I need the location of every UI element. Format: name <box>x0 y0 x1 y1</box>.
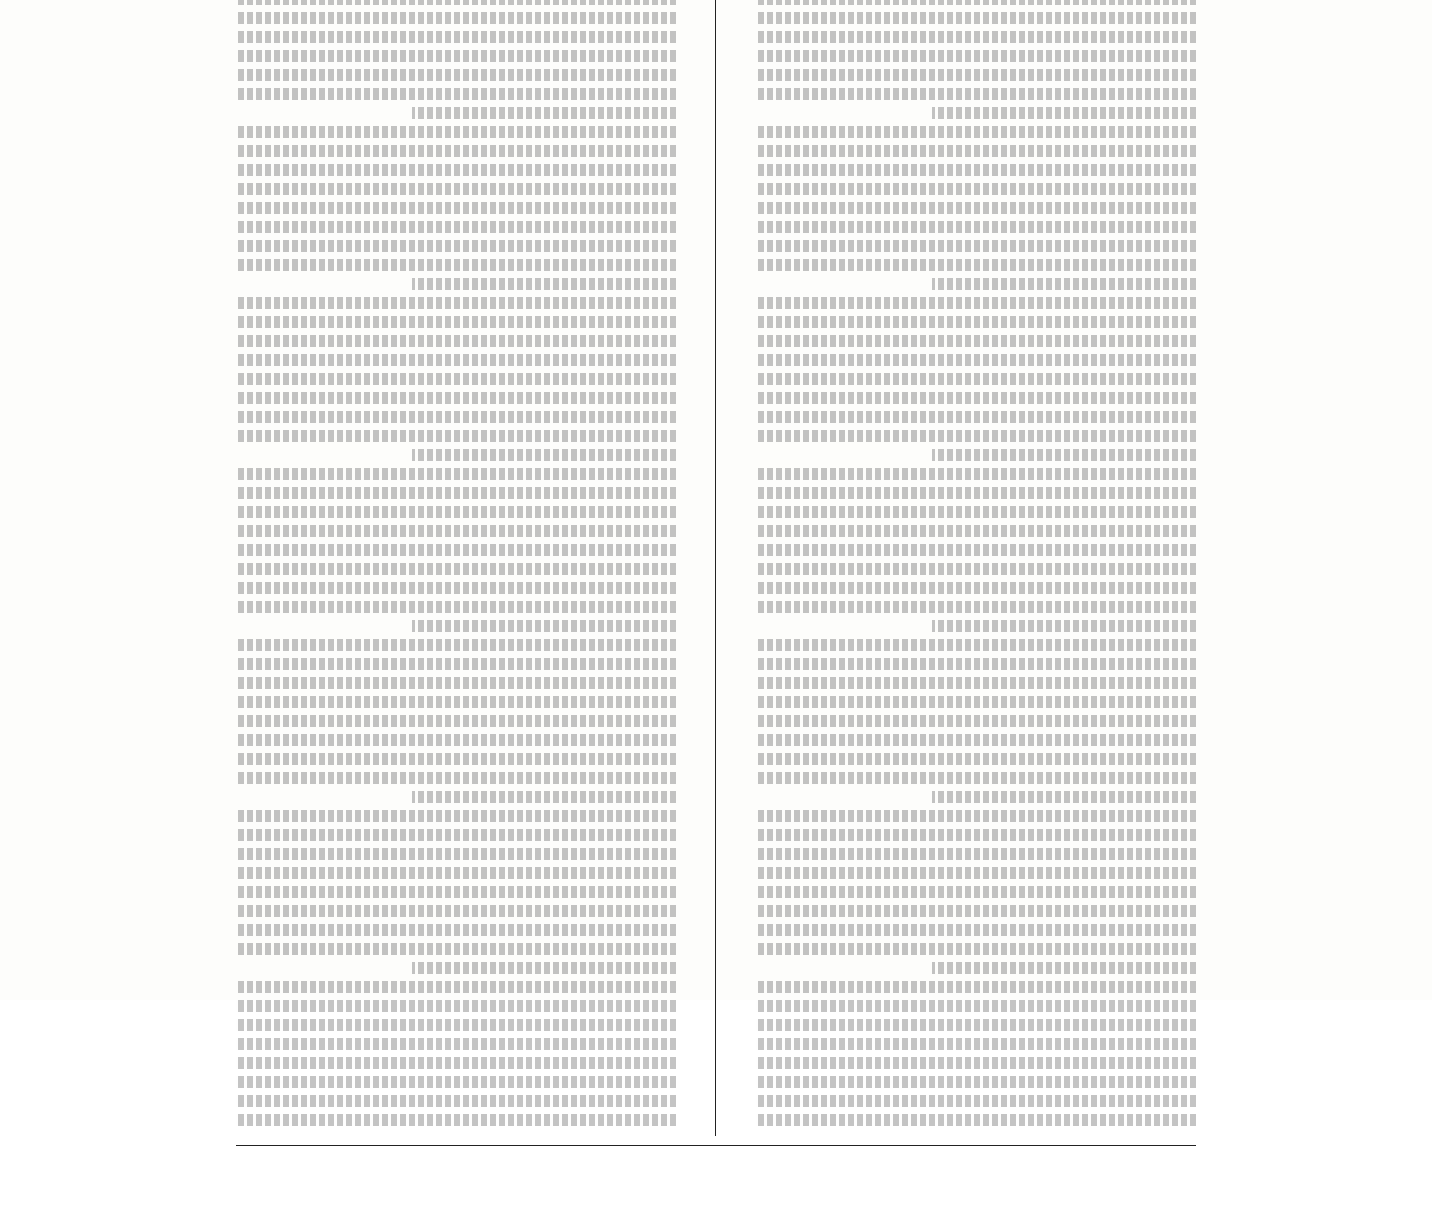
text-line-placeholder <box>756 639 1196 651</box>
text-line-placeholder <box>756 525 1196 537</box>
text-line-placeholder <box>236 430 676 442</box>
text-line-placeholder <box>756 373 1196 385</box>
text-line-placeholder <box>756 50 1196 62</box>
text-line-placeholder <box>236 88 676 100</box>
text-line-placeholder <box>756 88 1196 100</box>
rotated-page-content <box>216 0 1216 1216</box>
text-line-placeholder <box>756 1114 1196 1126</box>
text-line-placeholder <box>236 240 676 252</box>
text-line-placeholder <box>412 791 676 803</box>
text-line-placeholder <box>756 335 1196 347</box>
text-line-placeholder <box>236 924 676 936</box>
text-line-placeholder <box>236 354 676 366</box>
text-line-placeholder <box>756 354 1196 366</box>
text-line-placeholder <box>236 544 676 556</box>
text-line-placeholder <box>236 601 676 613</box>
text-line-placeholder <box>236 696 676 708</box>
text-line-placeholder <box>756 202 1196 214</box>
text-line-placeholder <box>236 753 676 765</box>
text-line-placeholder <box>932 449 1196 461</box>
text-line-placeholder <box>756 981 1196 993</box>
text-line-placeholder <box>756 31 1196 43</box>
text-line-placeholder <box>236 183 676 195</box>
text-line-placeholder <box>756 0 1196 5</box>
text-line-placeholder <box>756 392 1196 404</box>
text-line-placeholder <box>756 297 1196 309</box>
text-line-placeholder <box>236 677 676 689</box>
text-column-left <box>756 0 1196 1126</box>
text-line-placeholder <box>236 50 676 62</box>
text-line-placeholder <box>236 886 676 898</box>
text-line-placeholder <box>236 0 676 5</box>
text-line-placeholder <box>236 810 676 822</box>
text-line-placeholder <box>756 905 1196 917</box>
text-line-placeholder <box>412 107 676 119</box>
text-line-placeholder <box>756 924 1196 936</box>
text-line-placeholder <box>932 620 1196 632</box>
text-line-placeholder <box>756 544 1196 556</box>
text-line-placeholder <box>236 468 676 480</box>
text-line-placeholder <box>756 69 1196 81</box>
page-header <box>236 1154 1196 1176</box>
text-line-placeholder <box>412 278 676 290</box>
text-line-placeholder <box>756 430 1196 442</box>
text-line-placeholder <box>236 848 676 860</box>
text-line-placeholder <box>236 981 676 993</box>
column-divider <box>715 0 716 1136</box>
text-line-placeholder <box>236 867 676 879</box>
text-line-placeholder <box>756 1000 1196 1012</box>
text-line-placeholder <box>756 677 1196 689</box>
text-line-placeholder <box>236 202 676 214</box>
text-line-placeholder <box>756 506 1196 518</box>
text-line-placeholder <box>236 1038 676 1050</box>
text-line-placeholder <box>756 715 1196 727</box>
text-line-placeholder <box>756 829 1196 841</box>
text-line-placeholder <box>236 525 676 537</box>
text-line-placeholder <box>756 1057 1196 1069</box>
text-line-placeholder <box>756 753 1196 765</box>
text-line-placeholder <box>756 240 1196 252</box>
text-line-placeholder <box>236 221 676 233</box>
text-line-placeholder <box>412 449 676 461</box>
text-line-placeholder <box>236 829 676 841</box>
text-line-placeholder <box>756 12 1196 24</box>
text-line-placeholder <box>236 1000 676 1012</box>
text-line-placeholder <box>236 715 676 727</box>
text-line-placeholder <box>236 145 676 157</box>
text-line-placeholder <box>756 183 1196 195</box>
text-line-placeholder <box>756 563 1196 575</box>
text-column-right <box>236 0 676 1126</box>
text-line-placeholder <box>236 164 676 176</box>
text-line-placeholder <box>236 1095 676 1107</box>
text-line-placeholder <box>236 31 676 43</box>
text-line-placeholder <box>236 259 676 271</box>
text-line-placeholder <box>236 411 676 423</box>
text-line-placeholder <box>756 468 1196 480</box>
text-line-placeholder <box>756 848 1196 860</box>
text-line-placeholder <box>236 582 676 594</box>
text-line-placeholder <box>236 297 676 309</box>
text-line-placeholder <box>236 1057 676 1069</box>
text-line-placeholder <box>932 791 1196 803</box>
text-line-placeholder <box>236 943 676 955</box>
text-line-placeholder <box>236 69 676 81</box>
text-line-placeholder <box>412 620 676 632</box>
text-line-placeholder <box>756 164 1196 176</box>
text-line-placeholder <box>932 962 1196 974</box>
text-line-placeholder <box>756 772 1196 784</box>
text-line-placeholder <box>756 696 1196 708</box>
text-line-placeholder <box>932 278 1196 290</box>
text-line-placeholder <box>236 12 676 24</box>
text-line-placeholder <box>236 563 676 575</box>
text-line-placeholder <box>932 107 1196 119</box>
text-line-placeholder <box>756 221 1196 233</box>
text-line-placeholder <box>756 1095 1196 1107</box>
text-line-placeholder <box>756 259 1196 271</box>
text-line-placeholder <box>236 506 676 518</box>
text-line-placeholder <box>756 658 1196 670</box>
text-line-placeholder <box>756 487 1196 499</box>
text-line-placeholder <box>756 810 1196 822</box>
text-line-placeholder <box>756 601 1196 613</box>
text-line-placeholder <box>236 126 676 138</box>
text-line-placeholder <box>236 639 676 651</box>
text-line-placeholder <box>236 772 676 784</box>
text-line-placeholder <box>756 734 1196 746</box>
text-line-placeholder <box>756 867 1196 879</box>
text-line-placeholder <box>412 962 676 974</box>
text-line-placeholder <box>236 1114 676 1126</box>
text-line-placeholder <box>236 1076 676 1088</box>
header-rule <box>236 1145 1196 1146</box>
text-line-placeholder <box>756 316 1196 328</box>
text-line-placeholder <box>756 943 1196 955</box>
text-line-placeholder <box>756 126 1196 138</box>
text-line-placeholder <box>236 392 676 404</box>
text-line-placeholder <box>756 886 1196 898</box>
text-line-placeholder <box>236 905 676 917</box>
text-line-placeholder <box>756 411 1196 423</box>
text-line-placeholder <box>236 487 676 499</box>
text-line-placeholder <box>756 582 1196 594</box>
text-line-placeholder <box>236 1019 676 1031</box>
text-line-placeholder <box>236 335 676 347</box>
text-line-placeholder <box>236 316 676 328</box>
text-line-placeholder <box>236 658 676 670</box>
text-line-placeholder <box>236 734 676 746</box>
text-line-placeholder <box>756 145 1196 157</box>
text-line-placeholder <box>756 1019 1196 1031</box>
text-line-placeholder <box>756 1038 1196 1050</box>
text-line-placeholder <box>236 373 676 385</box>
text-line-placeholder <box>756 1076 1196 1088</box>
